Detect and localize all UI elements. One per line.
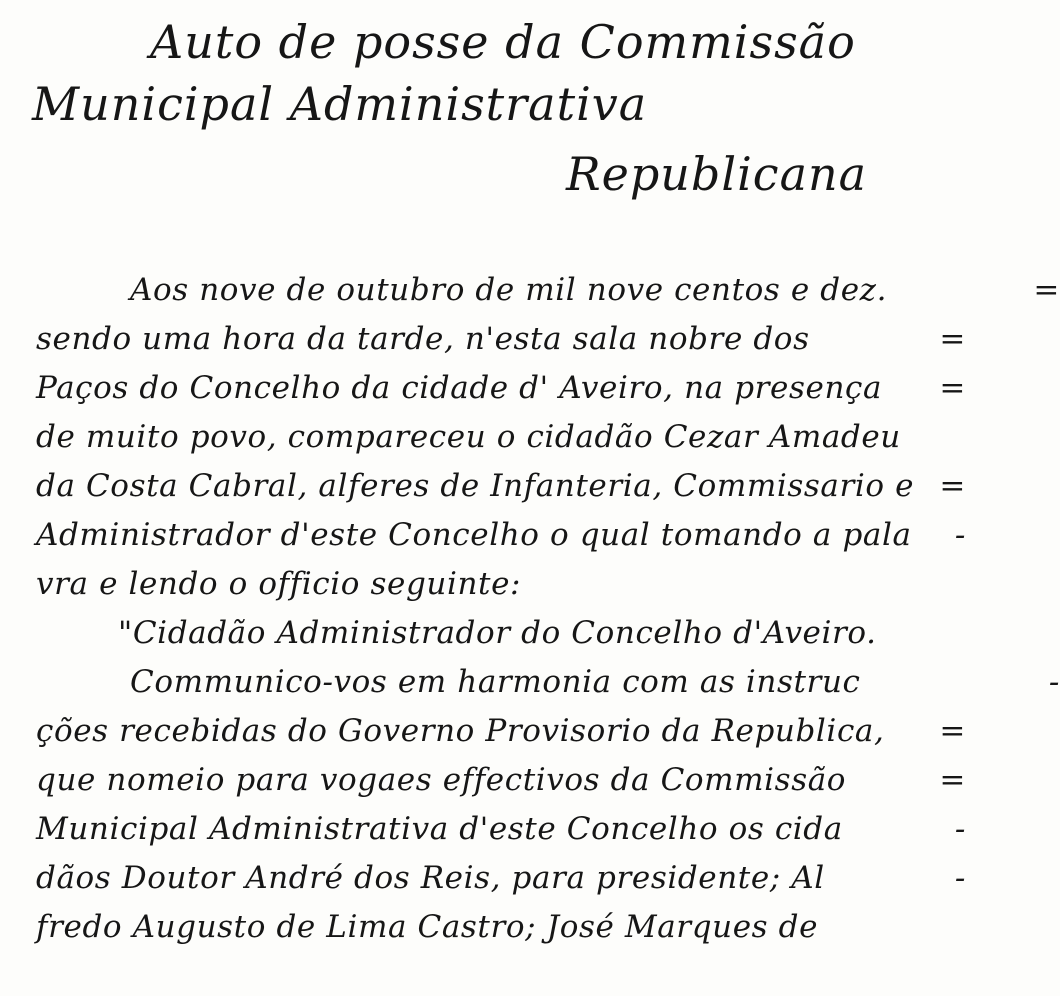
body-line-text: da Costa Cabral, alferes de Infanteria, Commissario e [36, 468, 915, 504]
title-line-3: Republicana [566, 147, 868, 201]
body-line-text: vra e lendo o officio seguinte: [36, 566, 522, 602]
body-line-text: Administrador d'este Concelho o qual tomando a pala [36, 517, 912, 553]
body-line-text: "Cidadão Administrador do Concelho d'Aveiro. [118, 615, 877, 651]
body-line-text: Paços do Concelho da cidade d' Aveiro, na presença [36, 370, 883, 406]
line-end-mark: = [939, 468, 966, 504]
body-line [130, 270, 1060, 310]
line-end-mark: - [954, 860, 966, 896]
line-end-mark: = [1033, 272, 1060, 308]
body-line-text: de muito povo, compareceu o cidadão Cezar Amadeu [36, 419, 901, 455]
line-end-mark: - [1048, 664, 1060, 700]
body-line [36, 809, 966, 849]
body-line-text: ções recebidas do Governo Provisorio da Republica, [36, 713, 885, 749]
line-end-mark: = [939, 321, 966, 357]
body-line [130, 662, 1060, 702]
body-line [36, 319, 966, 359]
body-line [36, 417, 966, 457]
body-line-text: fredo Augusto de Lima Castro; José Marques de [36, 909, 819, 945]
body-line-text: dãos Doutor André dos Reis, para presidente; Al [36, 860, 825, 896]
title-line-2: Municipal Administrativa [32, 77, 648, 131]
body-line [36, 564, 966, 604]
line-end-mark: = [939, 713, 966, 749]
line-end-mark: = [939, 762, 966, 798]
body-line [36, 466, 966, 506]
body-line [36, 711, 966, 751]
title-line-1: Auto de posse da Commissão [150, 15, 856, 69]
body-line [36, 515, 966, 555]
body-line [36, 907, 966, 947]
body-line-text: Communico-vos em harmonia com as instruc [130, 664, 861, 700]
line-end-mark: - [954, 517, 966, 553]
body-line [36, 760, 966, 800]
line-end-mark: - [954, 811, 966, 847]
body-line-text: que nomeio para vogaes effectivos da Commissão [36, 762, 847, 798]
body-line [118, 613, 1048, 653]
body-line-text: Aos nove de outubro de mil nove centos e dez. [130, 272, 888, 308]
body-line-text: sendo uma hora da tarde, n'esta sala nobre dos [36, 321, 810, 357]
body-line-text: Municipal Administrativa d'este Concelho os cida [36, 811, 843, 847]
body-line [36, 858, 966, 898]
body-line [36, 368, 966, 408]
line-end-mark: = [939, 370, 966, 406]
